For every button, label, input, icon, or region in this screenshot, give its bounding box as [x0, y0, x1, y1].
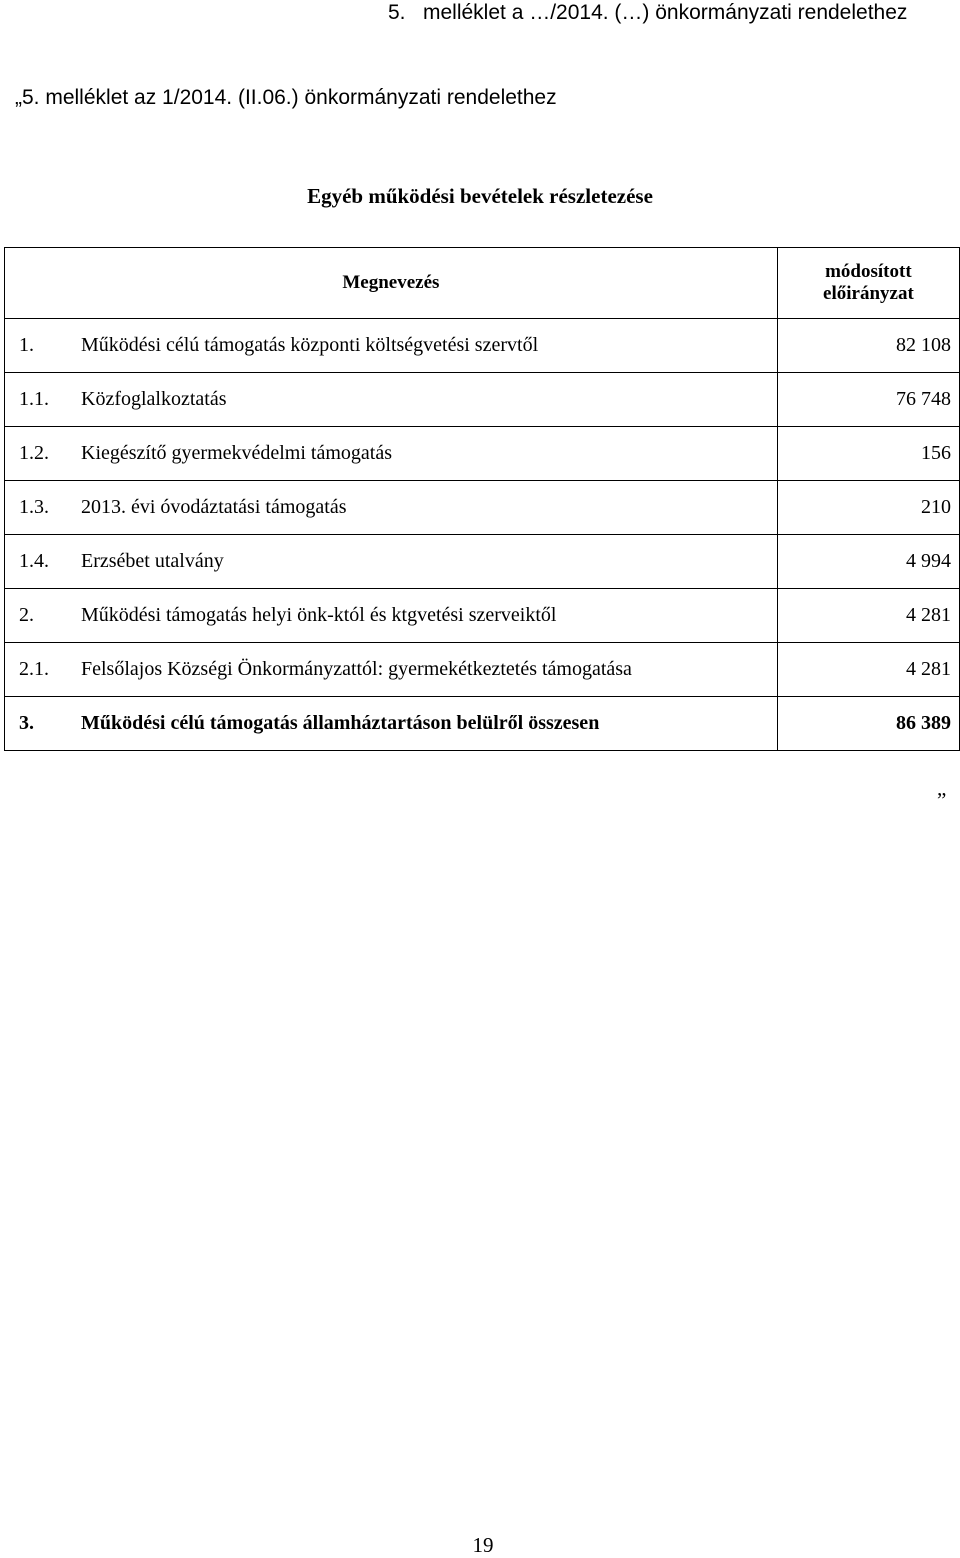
column-header-value-line1: módosított [825, 261, 912, 282]
row-index: 1.4. [19, 550, 49, 572]
row-label-cell [5, 697, 778, 751]
closing-quote: ” [937, 788, 947, 812]
row-label-cell [5, 643, 778, 697]
row-label: Működési támogatás helyi önk-któl és ktgvetési szerveiktől [81, 604, 557, 626]
table-row [5, 535, 960, 589]
row-label: Közfoglalkoztatás [81, 388, 227, 410]
page-header [388, 1, 907, 25]
document-title: Egyéb működési bevételek részletezése [307, 184, 653, 208]
header-text: melléklet a …/2014. (…) önkormányzati rendelethez [423, 1, 908, 24]
row-label-cell [5, 589, 778, 643]
table-row [5, 481, 960, 535]
row-value: 4 994 [777, 535, 959, 589]
row-label-cell [5, 319, 778, 373]
column-header-value-line2: előirányzat [823, 283, 914, 304]
column-header-name: Megnevezés [5, 248, 778, 319]
row-value: 76 748 [777, 373, 959, 427]
row-label: 2013. évi óvodáztatási támogatás [81, 496, 347, 518]
row-value: 4 281 [777, 589, 959, 643]
row-value: 82 108 [777, 319, 959, 373]
row-index: 1. [19, 334, 34, 356]
row-value: 86 389 [777, 697, 959, 751]
row-value: 210 [777, 481, 959, 535]
column-header-value [777, 248, 959, 319]
row-label: Kiegészítő gyermekvédelmi támogatás [81, 442, 393, 464]
row-index: 1.1. [19, 388, 49, 410]
revenue-table [4, 247, 960, 751]
row-label: Működési célú támogatás államháztartáson belülről összesen [81, 712, 600, 734]
row-label-cell [5, 481, 778, 535]
reference-line: „5. melléklet az 1/2014. (II.06.) önkormányzati rendelethez [15, 86, 557, 109]
row-label-cell [5, 373, 778, 427]
row-label-cell [5, 535, 778, 589]
row-index: 1.2. [19, 442, 49, 464]
table-total-row [5, 697, 960, 751]
row-index: 1.3. [19, 496, 49, 518]
row-value: 4 281 [777, 643, 959, 697]
row-label: Erzsébet utalvány [81, 550, 224, 572]
table-row [5, 427, 960, 481]
row-index: 2.1. [19, 658, 49, 680]
table-row [5, 373, 960, 427]
row-value: 156 [777, 427, 959, 481]
table-row [5, 643, 960, 697]
row-label: Működési célú támogatás központi költségvetési szervtől [81, 334, 539, 356]
row-label: Felsőlajos Községi Önkormányzattól: gyermekétkeztetés támogatása [81, 658, 632, 680]
table-header-row [5, 248, 960, 319]
row-index: 2. [19, 604, 34, 626]
table-row [5, 589, 960, 643]
page-number: 19 [472, 1533, 494, 1557]
row-index: 3. [19, 712, 34, 734]
row-label-cell [5, 427, 778, 481]
header-number: 5. [388, 1, 406, 24]
table-row [5, 319, 960, 373]
